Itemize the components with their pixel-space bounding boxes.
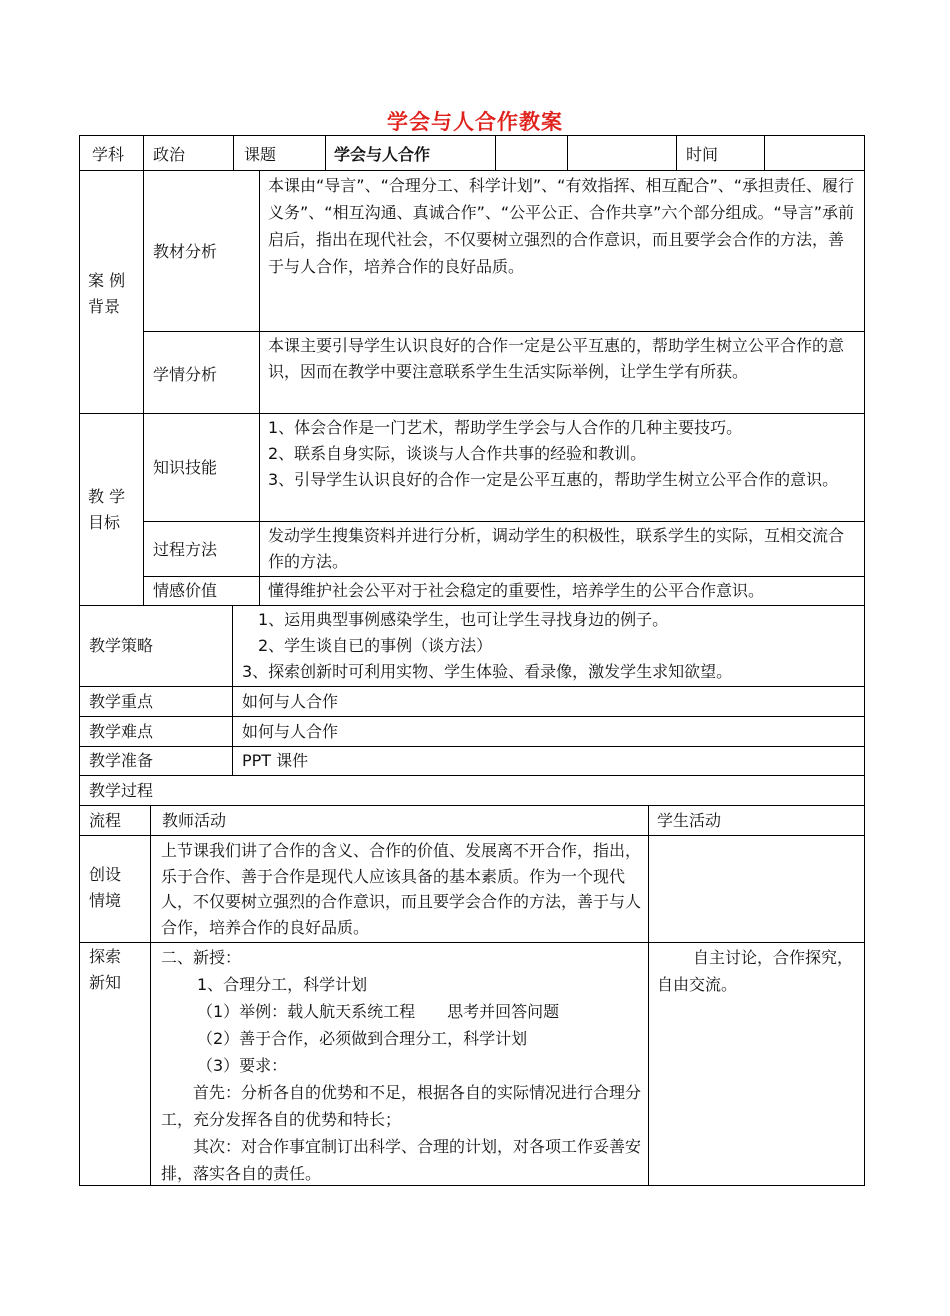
flow-cell: [89, 862, 121, 914]
key-point-label: 教学重点: [89, 692, 154, 711]
knowledge-item: 3、引导学生认识良好的合作一定是公平互惠的，帮助学生树立公平合作的意识。: [268, 470, 839, 489]
student-activity: 自主讨论，合作探究，自由交流。: [657, 948, 854, 994]
knowledge-item: 2、联系自身实际，谈谈与人合作共事的经验和教训。: [268, 444, 647, 463]
preparation-value: PPT 课件: [242, 751, 309, 770]
goals-label-line1: 教 学: [88, 487, 126, 506]
flow-line: 创设: [89, 865, 122, 884]
process-method-text: 发动学生搜集资料并进行分析，调动学生的积极性，联系学生的实际，互相交流合作的方法。: [268, 526, 845, 571]
strategy-item: 3、探索创新时可利用实物、学生体验、看录像，激发学生求知欲望。: [242, 662, 733, 681]
goals-label-line2: 目标: [88, 513, 121, 532]
table-border: [567, 135, 568, 171]
table-border: [79, 170, 865, 171]
background-group-label: [88, 268, 138, 320]
table-border: [79, 835, 865, 836]
col-student-header: 学生活动: [657, 811, 722, 830]
strategy-item: 1、运用典型事例感染学生，也可让学生寻找身边的例子。: [258, 610, 669, 629]
table-border: [79, 942, 865, 943]
difficulty-value: 如何与人合作: [242, 722, 339, 741]
teacher-line: 1、合理分工，科学计划: [197, 975, 368, 994]
table-border: [495, 135, 496, 171]
material-analysis-label: 教材分析: [153, 242, 218, 261]
student-analysis-text: 本课主要引导学生认识良好的合作一定是公平互惠的，帮助学生树立公平合作的意识，因而在教学中要注意联系学生生活实际举例，让学生学有所获。: [268, 336, 845, 381]
emotion-value-text: 懂得维护社会公平对于社会稳定的重要性，培养学生的公平合作意识。: [268, 581, 765, 600]
table-border: [79, 805, 865, 806]
key-point-value: 如何与人合作: [242, 692, 339, 711]
col-flow-header: 流程: [89, 811, 122, 830]
table-border: [676, 135, 677, 171]
teacher-activity: 上节课我们讲了合作的含义、合作的价值、发展离不开合作，指出，乐于合作、善于合作是现代人应该具备的基本素质。作为一个现代人，不仅要树立强烈的合作意识，而且要学会合作的方法，善于与人合作，培养合作的良好品质。: [161, 841, 642, 937]
teacher-activity: [161, 944, 641, 1187]
process-section-label: 教学过程: [89, 781, 154, 800]
table-border: [143, 521, 865, 522]
knowledge-skills-label: 知识技能: [153, 458, 218, 477]
material-analysis-text: 本课由“导言”、“合理分工、科学计划”、“有效指挥、相互配合”、“承担责任、履行义务”、“相互沟通、真诚合作”、“公平公正、合作共享”六个部分组成。“导言”承前启后，指出在现代社会，不仅要树立强烈的合作意识，而且要学会合作的方法，善于与人合作，培养合作的良好品质。: [268, 176, 855, 276]
knowledge-item: 1、体会合作是一门艺术，帮助学生学会与人合作的几种主要技巧。: [268, 418, 743, 437]
goals-group-label: [88, 484, 138, 536]
table-border: [325, 135, 326, 171]
background-label-line2: 背景: [88, 297, 121, 316]
table-border: [79, 775, 865, 776]
table-border: [648, 805, 649, 1186]
knowledge-skills-list: [268, 415, 858, 493]
table-border: [79, 135, 80, 1186]
table-border: [233, 135, 234, 171]
difficulty-label: 教学难点: [89, 722, 154, 741]
teacher-line: （1）举例：载人航天系统工程 思考并回答问题: [197, 1002, 560, 1021]
teacher-line: 其次：对合作事宜制订出科学、合理的计划，对各项工作妥善安排，落实各自的责任。: [161, 1137, 642, 1183]
table-border: [232, 605, 233, 776]
topic-label: 课题: [244, 145, 277, 164]
subject-label: 学科: [92, 145, 125, 164]
table-border: [79, 605, 865, 606]
table-border: [764, 135, 765, 171]
preparation-label: 教学准备: [89, 751, 154, 770]
flow-cell: [89, 944, 121, 996]
teacher-line: （3）要求：: [197, 1056, 288, 1075]
teacher-line: （2）善于合作，必须做到合理分工，科学计划: [197, 1029, 528, 1048]
subject-value: 政治: [153, 145, 186, 164]
table-border: [79, 413, 865, 414]
table-border: [143, 135, 144, 171]
flow-line: 新知: [89, 973, 122, 992]
flow-line: 情境: [89, 891, 122, 910]
table-border: [79, 686, 865, 687]
table-border: [864, 135, 865, 1186]
time-label: 时间: [686, 145, 719, 164]
table-border: [150, 805, 151, 1186]
process-method-label: 过程方法: [153, 540, 218, 559]
table-border: [259, 170, 260, 606]
table-border: [143, 576, 865, 577]
table-border: [143, 170, 144, 606]
table-border: [79, 135, 865, 136]
strategy-label: 教学策略: [89, 636, 154, 655]
table-border: [79, 716, 865, 717]
student-analysis-label: 学情分析: [153, 365, 218, 384]
background-label-line1: 案 例: [88, 271, 126, 290]
col-teacher-header: 教师活动: [162, 811, 227, 830]
table-border: [143, 331, 865, 332]
emotion-value-label: 情感价值: [153, 581, 218, 600]
flow-line: 探索: [89, 947, 122, 966]
topic-value: 学会与人合作: [334, 145, 431, 164]
teacher-line: 二、新授：: [161, 948, 242, 967]
page-title: 学会与人合作教案: [387, 110, 563, 134]
strategy-item: 2、学生谈自已的事例（谈方法）: [258, 636, 493, 655]
teacher-line: 首先：分析各自的优势和不足，根据各自的实际情况进行合理分工，充分发挥各自的优势和特长；: [161, 1083, 642, 1129]
strategy-list: [242, 607, 860, 685]
table-border: [79, 746, 865, 747]
